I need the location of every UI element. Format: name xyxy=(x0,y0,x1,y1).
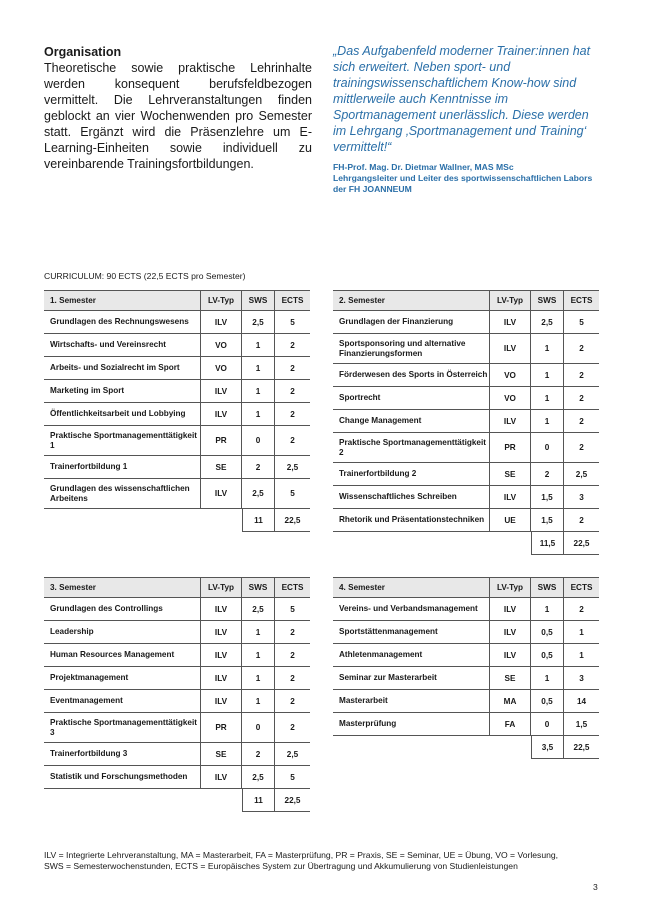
table-row xyxy=(333,433,599,463)
course-name: Wissenschaftliches Schreiben xyxy=(333,486,490,508)
column-header-sws: SWS xyxy=(242,291,275,310)
course-type: PR xyxy=(201,713,242,742)
course-ects: 2 xyxy=(290,696,295,706)
course-sws: 2,5 xyxy=(242,598,275,620)
total-ects: 22,5 xyxy=(284,515,301,525)
semester-title: 3. Semester xyxy=(44,578,201,597)
course-sws: 1 xyxy=(242,357,275,379)
course-sws: 0 xyxy=(242,426,275,455)
course-name: Marketing im Sport xyxy=(44,380,201,402)
course-sws: 1,5 xyxy=(531,486,564,508)
quote-role: Lehrgangsleiter und Leiter des sportwissenschaftlichen Labors der FH JOANNEUM xyxy=(333,173,593,194)
semester-table-2 xyxy=(333,290,599,555)
course-ects: 5 xyxy=(290,772,295,782)
course-type: ILV xyxy=(490,486,531,508)
course-sws: 0 xyxy=(242,713,275,742)
course-name: Leadership xyxy=(44,621,201,643)
course-ects: 2,5 xyxy=(286,462,299,472)
total-ects: 22,5 xyxy=(284,795,301,805)
course-type: FA xyxy=(490,713,531,735)
course-type: PR xyxy=(201,426,242,455)
course-ects: 1,5 xyxy=(575,719,588,729)
course-name: Change Management xyxy=(333,410,490,432)
course-sws: 1 xyxy=(242,380,275,402)
course-name: Statistik und Forschungsmethoden xyxy=(44,766,201,788)
course-sws: 2,5 xyxy=(242,311,275,333)
table-row xyxy=(44,403,310,426)
course-ects: 2 xyxy=(579,370,584,380)
organisation-heading: Organisation xyxy=(44,45,122,59)
table-row xyxy=(333,463,599,486)
course-name: Eventmanagement xyxy=(44,690,201,712)
semester-title: 4. Semester xyxy=(333,578,490,597)
semester-header xyxy=(44,290,310,311)
semester-title: 2. Semester xyxy=(333,291,490,310)
course-type: VO xyxy=(201,334,242,356)
course-name: Grundlagen des Rechnungswesens xyxy=(44,311,201,333)
course-ects: 5 xyxy=(290,604,295,614)
course-name: Sportsponsoring und alternative Finanzierungsformen xyxy=(333,334,490,363)
course-ects: 2 xyxy=(290,673,295,683)
table-row xyxy=(333,713,599,736)
table-row xyxy=(44,621,310,644)
course-type: VO xyxy=(201,357,242,379)
quote-text: „Das Aufgabenfeld moderner Trainer:innen hat sich erweitert. Neben sport- und trainingswissenschaftlichem Know-how sind mittlerweile auch Kenntnisse im Sportmanagement unerlässlich. Diese werden im Lehrgang ‚Sportmanagement und Training‘ vermittelt!“ xyxy=(333,44,591,154)
column-header-ects: ECTS xyxy=(281,296,304,305)
course-name: Grundlagen des Controllings xyxy=(44,598,201,620)
course-type: ILV xyxy=(201,403,242,425)
course-name: Praktische Sportmanagementtätigkeit 1 xyxy=(44,426,201,455)
total-row xyxy=(242,509,310,532)
course-ects: 2 xyxy=(290,363,295,373)
course-type: PR xyxy=(490,433,531,462)
course-name: Seminar zur Masterarbeit xyxy=(333,667,490,689)
course-name: Masterprüfung xyxy=(333,713,490,735)
column-header-sws: SWS xyxy=(242,578,275,597)
column-header-ects: ECTS xyxy=(281,583,304,592)
course-type: ILV xyxy=(201,311,242,333)
course-sws: 1 xyxy=(242,403,275,425)
course-sws: 1 xyxy=(531,598,564,620)
table-row xyxy=(44,357,310,380)
course-sws: 0 xyxy=(531,433,564,462)
course-type: ILV xyxy=(201,690,242,712)
quote-author: FH-Prof. Mag. Dr. Dietmar Wallner, MAS MSc xyxy=(333,162,514,172)
course-type: ILV xyxy=(490,621,531,643)
course-type: ILV xyxy=(201,598,242,620)
semester-table-4 xyxy=(333,577,599,759)
column-header-ects: ECTS xyxy=(570,583,593,592)
table-row xyxy=(333,410,599,433)
organisation-text: Theoretische sowie praktische Lehrinhalte werden konsequent berufsfeldbezogen vermittelt. Die Lehrveranstaltungen finden geblockt an vier Wochenwenden pro Semester statt. Ergänzt wird die Präsenzlehre um E-Learning-Einheiten sowie individuell zu vereinbarende Trainingsfortbildungen. xyxy=(44,61,312,171)
course-type: ILV xyxy=(490,644,531,666)
table-row xyxy=(333,334,599,364)
course-ects: 3 xyxy=(579,492,584,502)
table-row xyxy=(333,311,599,334)
course-type: ILV xyxy=(201,667,242,689)
course-type: ILV xyxy=(490,334,531,363)
course-name: Sportstättenmanagement xyxy=(333,621,490,643)
course-name: Trainerfortbildung 2 xyxy=(333,463,490,485)
course-sws: 1 xyxy=(242,667,275,689)
course-ects: 2 xyxy=(290,650,295,660)
course-ects: 5 xyxy=(579,317,584,327)
course-name: Grundlagen des wissenschaftlichen Arbeitens xyxy=(44,479,201,508)
course-ects: 2 xyxy=(290,723,295,732)
course-ects: 3 xyxy=(579,673,584,683)
footnote-line-2: SWS = Semesterwochenstunden, ECTS = Europäisches System zur Übertragung und Akkumulierung von Studienleistungen xyxy=(44,861,518,871)
course-type: VO xyxy=(490,364,531,386)
table-row xyxy=(44,380,310,403)
course-sws: 1 xyxy=(531,410,564,432)
table-row xyxy=(333,486,599,509)
course-name: Praktische Sportmanagementtätigkeit 2 xyxy=(333,433,490,462)
total-sws: 11 xyxy=(242,789,275,811)
course-sws: 0,5 xyxy=(531,644,564,666)
footnote-line-1: ILV = Integrierte Lehrveranstaltung, MA = Masterarbeit, FA = Masterprüfung, PR = Praxis, SE = Seminar, UE = Übung, VO = Vorlesung, xyxy=(44,850,559,860)
course-type: UE xyxy=(490,509,531,531)
course-ects: 2 xyxy=(290,409,295,419)
table-row xyxy=(333,364,599,387)
semester-title: 1. Semester xyxy=(44,291,201,310)
column-header-typ: LV-Typ xyxy=(201,578,242,597)
course-ects: 5 xyxy=(290,489,295,498)
semester-table-3 xyxy=(44,577,310,812)
course-type: ILV xyxy=(490,598,531,620)
course-type: ILV xyxy=(201,644,242,666)
course-ects: 1 xyxy=(579,650,584,660)
table-row xyxy=(333,387,599,410)
semester-header xyxy=(333,577,599,598)
table-row xyxy=(44,456,310,479)
course-type: SE xyxy=(490,667,531,689)
course-name: Trainerfortbildung 3 xyxy=(44,743,201,765)
semester-header xyxy=(44,577,310,598)
column-header-ects: ECTS xyxy=(570,296,593,305)
course-name: Masterarbeit xyxy=(333,690,490,712)
table-row xyxy=(44,766,310,789)
footnote xyxy=(44,850,604,872)
course-name: Arbeits- und Sozialrecht im Sport xyxy=(44,357,201,379)
table-row xyxy=(44,667,310,690)
table-row xyxy=(44,598,310,621)
course-sws: 2 xyxy=(531,463,564,485)
course-sws: 1 xyxy=(242,621,275,643)
table-row xyxy=(44,311,310,334)
course-sws: 1,5 xyxy=(531,509,564,531)
course-name: Öffentlichkeitsarbeit und Lobbying xyxy=(44,403,201,425)
course-sws: 2,5 xyxy=(531,311,564,333)
course-sws: 1 xyxy=(531,334,564,363)
page-number: 3 xyxy=(593,882,598,892)
table-row xyxy=(333,690,599,713)
course-name: Förderwesen des Sports in Österreich xyxy=(333,364,490,386)
course-sws: 2,5 xyxy=(242,766,275,788)
course-ects: 2,5 xyxy=(575,469,588,479)
table-row xyxy=(44,690,310,713)
course-ects: 2 xyxy=(579,443,584,452)
table-row xyxy=(333,644,599,667)
table-row xyxy=(44,644,310,667)
course-ects: 5 xyxy=(290,317,295,327)
semester-header xyxy=(333,290,599,311)
total-row xyxy=(242,789,310,812)
course-ects: 2 xyxy=(579,604,584,614)
total-ects: 22,5 xyxy=(573,742,590,752)
course-sws: 1 xyxy=(242,334,275,356)
course-type: ILV xyxy=(201,380,242,402)
total-sws: 3,5 xyxy=(531,736,564,758)
table-row xyxy=(44,713,310,743)
course-name: Sportrecht xyxy=(333,387,490,409)
course-name: Rhetorik und Präsentationstechniken xyxy=(333,509,490,531)
table-row xyxy=(333,621,599,644)
course-name: Wirtschafts- und Vereinsrecht xyxy=(44,334,201,356)
course-sws: 1 xyxy=(531,667,564,689)
course-type: ILV xyxy=(490,311,531,333)
course-sws: 0,5 xyxy=(531,621,564,643)
organisation-section xyxy=(44,44,312,172)
curriculum-label: CURRICULUM: 90 ECTS (22,5 ECTS pro Semester) xyxy=(44,271,246,281)
total-row xyxy=(531,532,599,555)
course-type: ILV xyxy=(201,766,242,788)
course-name: Athletenmanagement xyxy=(333,644,490,666)
course-ects: 2 xyxy=(579,393,584,403)
total-sws: 11 xyxy=(242,509,275,531)
column-header-typ: LV-Typ xyxy=(490,291,531,310)
table-row xyxy=(333,598,599,621)
course-name: Grundlagen der Finanzierung xyxy=(333,311,490,333)
total-ects: 22,5 xyxy=(573,538,590,548)
course-ects: 2 xyxy=(579,344,584,353)
table-row xyxy=(333,509,599,532)
course-sws: 1 xyxy=(531,387,564,409)
course-ects: 2 xyxy=(579,416,584,426)
course-type: ILV xyxy=(201,479,242,508)
course-name: Human Resources Management xyxy=(44,644,201,666)
column-header-sws: SWS xyxy=(531,291,564,310)
total-row xyxy=(531,736,599,759)
course-sws: 1 xyxy=(242,644,275,666)
column-header-typ: LV-Typ xyxy=(490,578,531,597)
semester-table-1 xyxy=(44,290,310,532)
table-row xyxy=(333,667,599,690)
course-sws: 1 xyxy=(242,690,275,712)
course-sws: 2,5 xyxy=(242,479,275,508)
course-ects: 2 xyxy=(290,627,295,637)
column-header-sws: SWS xyxy=(531,578,564,597)
course-ects: 2 xyxy=(579,515,584,525)
quote-block xyxy=(333,43,603,195)
course-type: SE xyxy=(201,743,242,765)
table-row xyxy=(44,743,310,766)
course-name: Trainerfortbildung 1 xyxy=(44,456,201,478)
total-sws: 11,5 xyxy=(531,532,564,554)
course-sws: 1 xyxy=(531,364,564,386)
course-type: MA xyxy=(490,690,531,712)
table-row xyxy=(44,334,310,357)
course-name: Vereins- und Verbandsmanagement xyxy=(333,598,490,620)
course-sws: 2 xyxy=(242,456,275,478)
course-type: SE xyxy=(201,456,242,478)
course-type: ILV xyxy=(490,410,531,432)
course-ects: 2 xyxy=(290,436,295,445)
column-header-typ: LV-Typ xyxy=(201,291,242,310)
course-sws: 0 xyxy=(531,713,564,735)
course-name: Projektmanagement xyxy=(44,667,201,689)
course-ects: 2,5 xyxy=(286,749,299,759)
course-ects: 2 xyxy=(290,340,295,350)
course-ects: 2 xyxy=(290,386,295,396)
course-sws: 0,5 xyxy=(531,690,564,712)
table-row xyxy=(44,426,310,456)
course-ects: 14 xyxy=(576,696,587,706)
course-type: SE xyxy=(490,463,531,485)
course-sws: 2 xyxy=(242,743,275,765)
course-type: VO xyxy=(490,387,531,409)
course-name: Praktische Sportmanagementtätigkeit 3 xyxy=(44,713,201,742)
table-row xyxy=(44,479,310,509)
course-type: ILV xyxy=(201,621,242,643)
course-ects: 1 xyxy=(579,627,584,637)
